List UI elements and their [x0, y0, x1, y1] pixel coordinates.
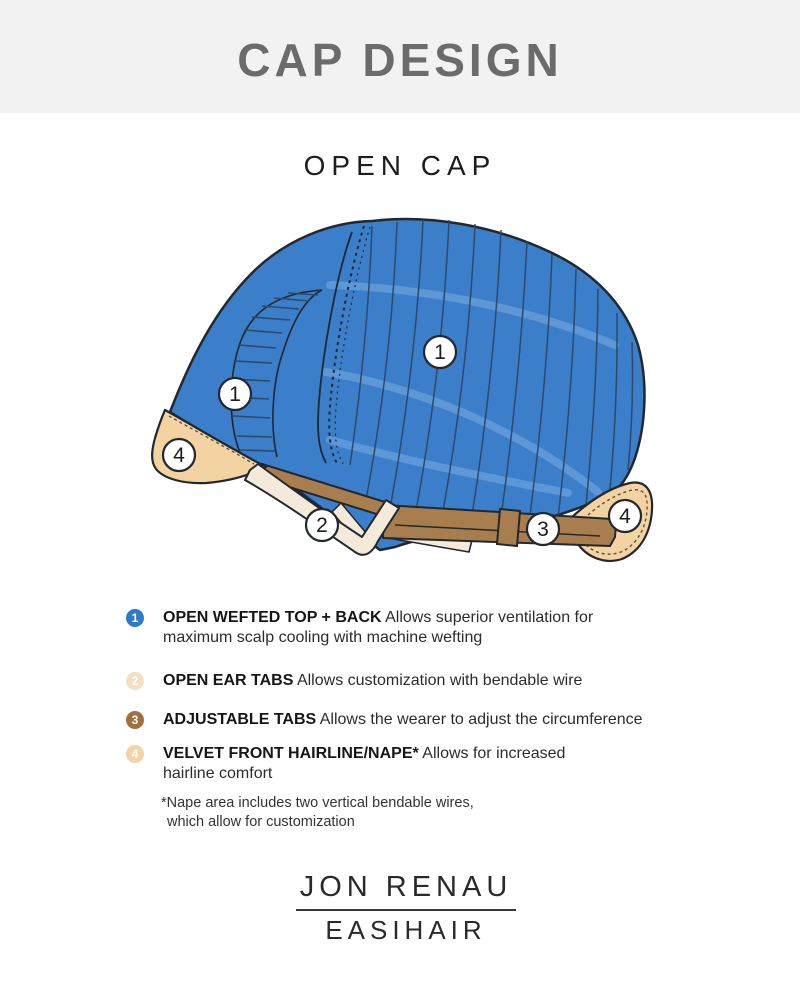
legend-item-adjustable-tabs — [126, 710, 766, 730]
legend-dot-4: 4 — [126, 745, 144, 763]
brand-logo — [280, 871, 532, 946]
callout-1-back-label: 1 — [434, 341, 446, 364]
legend-desc-3: Allows the wearer to adjust the circumference — [319, 711, 643, 728]
legend-dot-3: 3 — [126, 711, 144, 729]
legend-item-open-ear-tabs — [126, 671, 746, 691]
legend-dot-1: 1 — [126, 609, 144, 627]
page-title: CAP DESIGN — [237, 33, 563, 86]
brand-name-bottom: EASIHAIR — [325, 915, 487, 945]
legend-text-4 — [163, 744, 588, 784]
legend-bold-3: ADJUSTABLE TABS — [163, 711, 317, 728]
legend-bold-1: OPEN WEFTED TOP + BACK — [163, 609, 382, 626]
callout-4-nape-label: 4 — [619, 505, 631, 528]
callout-1-front-label: 1 — [229, 383, 241, 406]
callout-4-front-label: 4 — [173, 444, 185, 467]
callout-2-label: 2 — [316, 514, 328, 537]
footnote-line-1: *Nape area includes two vertical bendable wires, — [161, 795, 474, 811]
legend-text-3 — [163, 710, 643, 730]
legend-item-open-wefted-top — [126, 608, 636, 648]
legend-desc-2: Allows customization with bendable wire — [296, 672, 583, 689]
legend-bold-2: OPEN EAR TABS — [163, 672, 294, 689]
footnote-line-2: which allow for customization — [167, 814, 355, 830]
legend-dot-2: 2 — [126, 672, 144, 690]
legend-bold-4: VELVET FRONT HAIRLINE/NAPE* — [163, 745, 419, 762]
legend-text-1 — [163, 608, 618, 648]
legend-item-velvet-front — [126, 744, 626, 784]
legend-desc-1: Allows superior ventilation for maximum scalp cooling with machine wefting — [163, 609, 594, 646]
footnote — [161, 794, 581, 832]
legend-text-2 — [163, 671, 582, 691]
callout-3-label: 3 — [537, 518, 549, 541]
brand-name-top: JON RENAU — [299, 871, 513, 903]
diagram-title: OPEN CAP — [303, 150, 497, 181]
legend-desc-4: Allows for increased hairline comfort — [163, 745, 566, 782]
brand-divider — [296, 909, 516, 911]
strap-buckle — [497, 509, 520, 546]
